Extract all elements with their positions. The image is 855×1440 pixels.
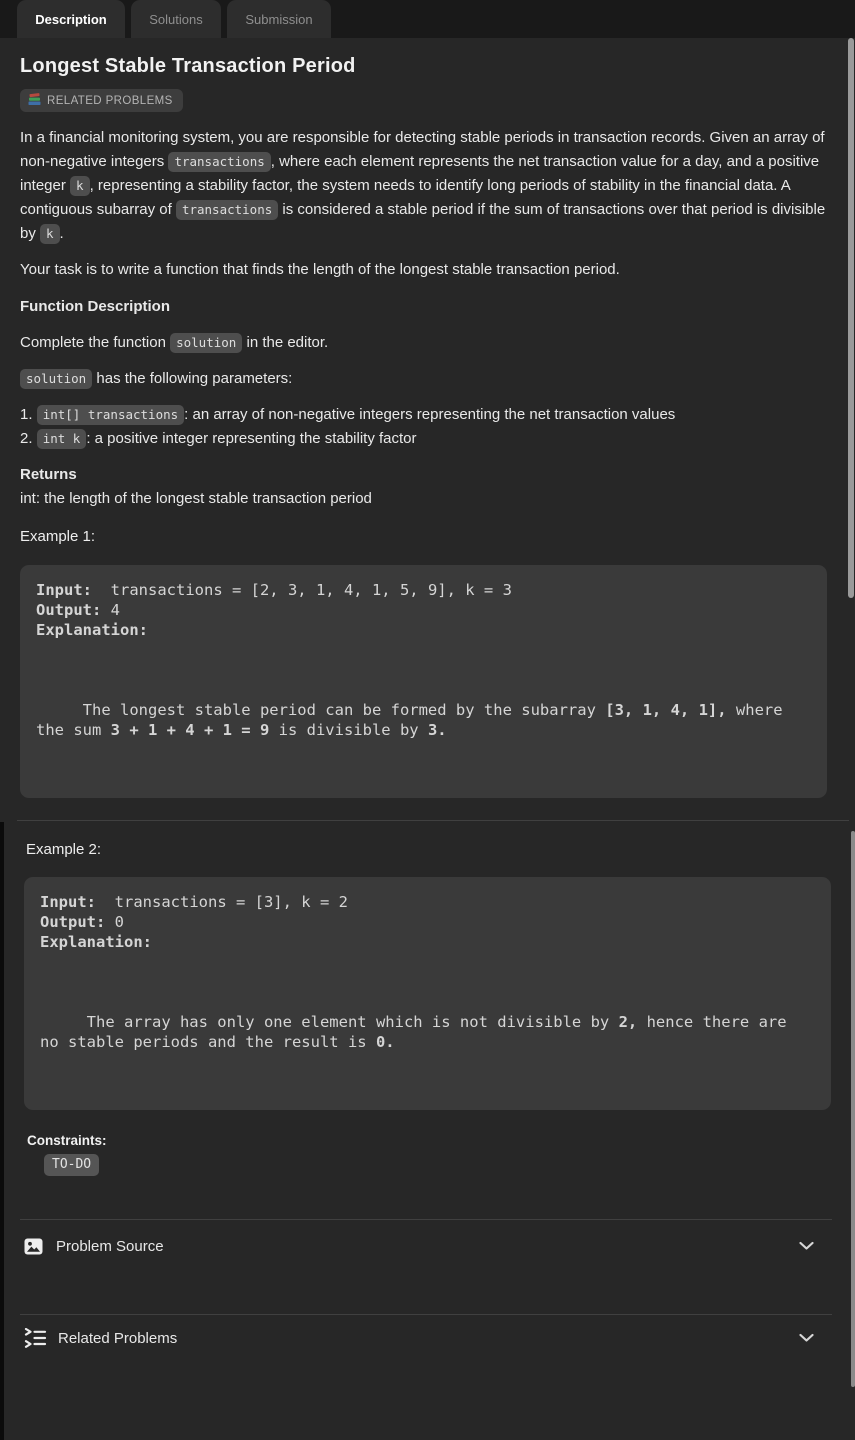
constraints-label: Constraints: (27, 1133, 107, 1148)
chevron-down-icon[interactable] (799, 1334, 814, 1343)
task-paragraph: Your task is to write a function that finds the length of the longest stable transaction period. (20, 261, 620, 278)
constraints-todo-chip: TO-DO (44, 1154, 99, 1176)
example-1-label: Example 1: (20, 528, 96, 545)
tab-description-label: Description (35, 11, 107, 27)
divider-problem-source (20, 1219, 832, 1220)
panel-edge-strip (0, 822, 4, 1440)
books-icon (28, 93, 41, 109)
lower-scrollbar-thumb[interactable] (851, 831, 855, 1387)
chevron-down-icon[interactable] (799, 1242, 814, 1251)
list-icon (24, 1328, 47, 1348)
tab-bar (0, 0, 855, 38)
tab-description[interactable] (17, 0, 125, 38)
example-2-code-block: Input: transactions = [3], k = 2 Output: 0 Explanation: The array has only one element which is not divisible by 2, hence there are no stable periods and the result is 0. (24, 877, 831, 1110)
function-description-heading: Function Description (20, 298, 170, 315)
param-list-item-2: 2. int k : a positive integer representing the stability factor (20, 430, 417, 447)
section-problem-source-label: Problem Source (56, 1237, 164, 1255)
example-1-code-block: Input: transactions = [2, 3, 1, 4, 1, 5, 9], k = 3 Output: 4 Explanation: The longest stable period can be formed by the subarray [3, 1, 4, 1], where the sum 3 + 1 + 4 + 1 = 9 is divisible by 3. (20, 565, 827, 798)
tab-solutions-label: Solutions (149, 11, 203, 27)
example-2-label: Example 2: (26, 841, 102, 858)
intro-paragraph: In a financial monitoring system, you are responsible for detecting stable periods in transaction records. Given an array of non-negative integers transactions , where each element represents the net transaction value for a day, and a positive integer k , representing a stability factor, the system needs to identify long periods of stability in the financial data. A contiguous subarray of transactions is considered a stable period if the sum of transactions over that period is divisible by k . (20, 129, 826, 242)
tab-submission-label: Submission (245, 11, 313, 27)
related-problems-badge[interactable] (20, 89, 183, 112)
complete-function-line: Complete the function solution in the editor. (20, 334, 329, 351)
related-problems-badge-label: RELATED PROBLEMS (47, 94, 173, 107)
returns-text: int: the length of the longest stable transaction period (20, 490, 372, 507)
main-scrollbar-thumb[interactable] (848, 38, 854, 598)
tab-solutions[interactable] (131, 0, 221, 38)
params-intro-line: solution has the following parameters: (20, 367, 830, 391)
divider-related-problems (20, 1314, 832, 1315)
param-list-item-1: 1. int[] transactions : an array of non-negative integers representing the net transaction values (20, 406, 676, 423)
tab-submission[interactable] (227, 0, 331, 38)
section-problem-source[interactable] (20, 1230, 832, 1262)
page-title: Longest Stable Transaction Period (20, 55, 356, 77)
returns-heading: Returns (20, 466, 77, 483)
section-related-problems[interactable] (20, 1322, 832, 1354)
image-icon (24, 1238, 43, 1255)
section-related-problems-label: Related Problems (58, 1329, 178, 1347)
section-divider (17, 820, 849, 821)
